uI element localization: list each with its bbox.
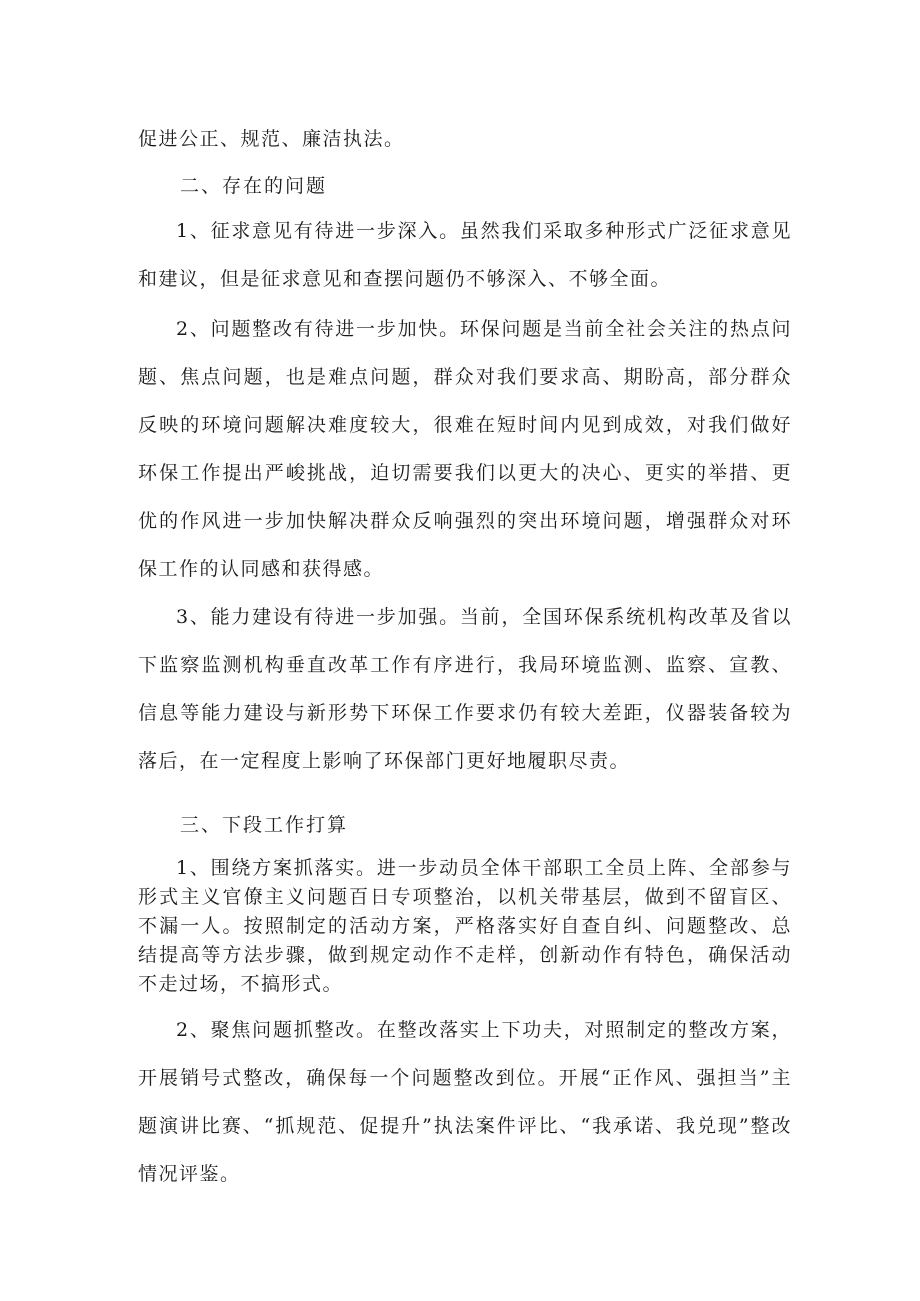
continuation-text: 促进公正、规范、廉洁执法。 bbox=[138, 128, 405, 150]
paragraph-text: 1、征求意见有待进一步深入。虽然我们采取多种形式广泛征求意见和建议，但是征求意见和查摆问题仍不够深入、不够全面。 bbox=[138, 220, 792, 290]
paragraph-text: 1、围绕方案抓落实。进一步动员全体干部职工全员上阵、全部参与形式主义官僚主义问题百日专项整治，以机关带基层，做到不留盲区、不漏一人。按照制定的活动方案，严格落实好自查自纠、问题整改、总结提高等方法步骤，做到规定动作不走样，创新动作有特色，确保活动不走过场，不搞形式。 bbox=[138, 857, 792, 995]
paragraph-text: 2、问题整改有待进一步加快。环保问题是当前全社会关注的热点问题、焦点问题，也是难点问题，群众对我们要求高、期盼高，部分群众反映的环境问题解决难度较大，很难在短时间内见到成效，对我们做好环保工作提出严峻挑战，迫切需要我们以更大的决心、更实的举措、更优的作风进一步加快解决群众反响强烈的突出环境问题，增强群众对环保工作的认同感和获得感。 bbox=[138, 318, 792, 580]
section-2-item-3 bbox=[138, 593, 792, 785]
section-2-item-1 bbox=[138, 207, 792, 303]
continuation-paragraph bbox=[138, 115, 792, 163]
paragraph-text: 2、聚焦问题抓整改。在整改落实上下功夫，对照制定的整改方案，开展销号式整改，确保每一个问题整改到位。开展“正作风、强担当”主题演讲比赛、“抓规范、促提升”执法案件评比、“我承诺、我兑现”整改情况评鉴。 bbox=[138, 1019, 792, 1185]
section-2-item-2 bbox=[138, 305, 792, 593]
paragraph-text: 3、能力建设有待进一步加强。当前，全国环保系统机构改革及省以下监察监测机构垂直改革工作有序进行，我局环境监测、监察、宣教、信息等能力建设与新形势下环保工作要求仍有较大差距，仪器装备较为落后，在一定程度上影响了环保部门更好地履职尽责。 bbox=[138, 606, 792, 772]
section-3-item-2 bbox=[138, 1006, 792, 1198]
section-3-heading: 三、下段工作打算 bbox=[180, 814, 349, 836]
section-3-item-1 bbox=[138, 854, 792, 999]
section-2-heading: 二、存在的问题 bbox=[180, 175, 328, 197]
